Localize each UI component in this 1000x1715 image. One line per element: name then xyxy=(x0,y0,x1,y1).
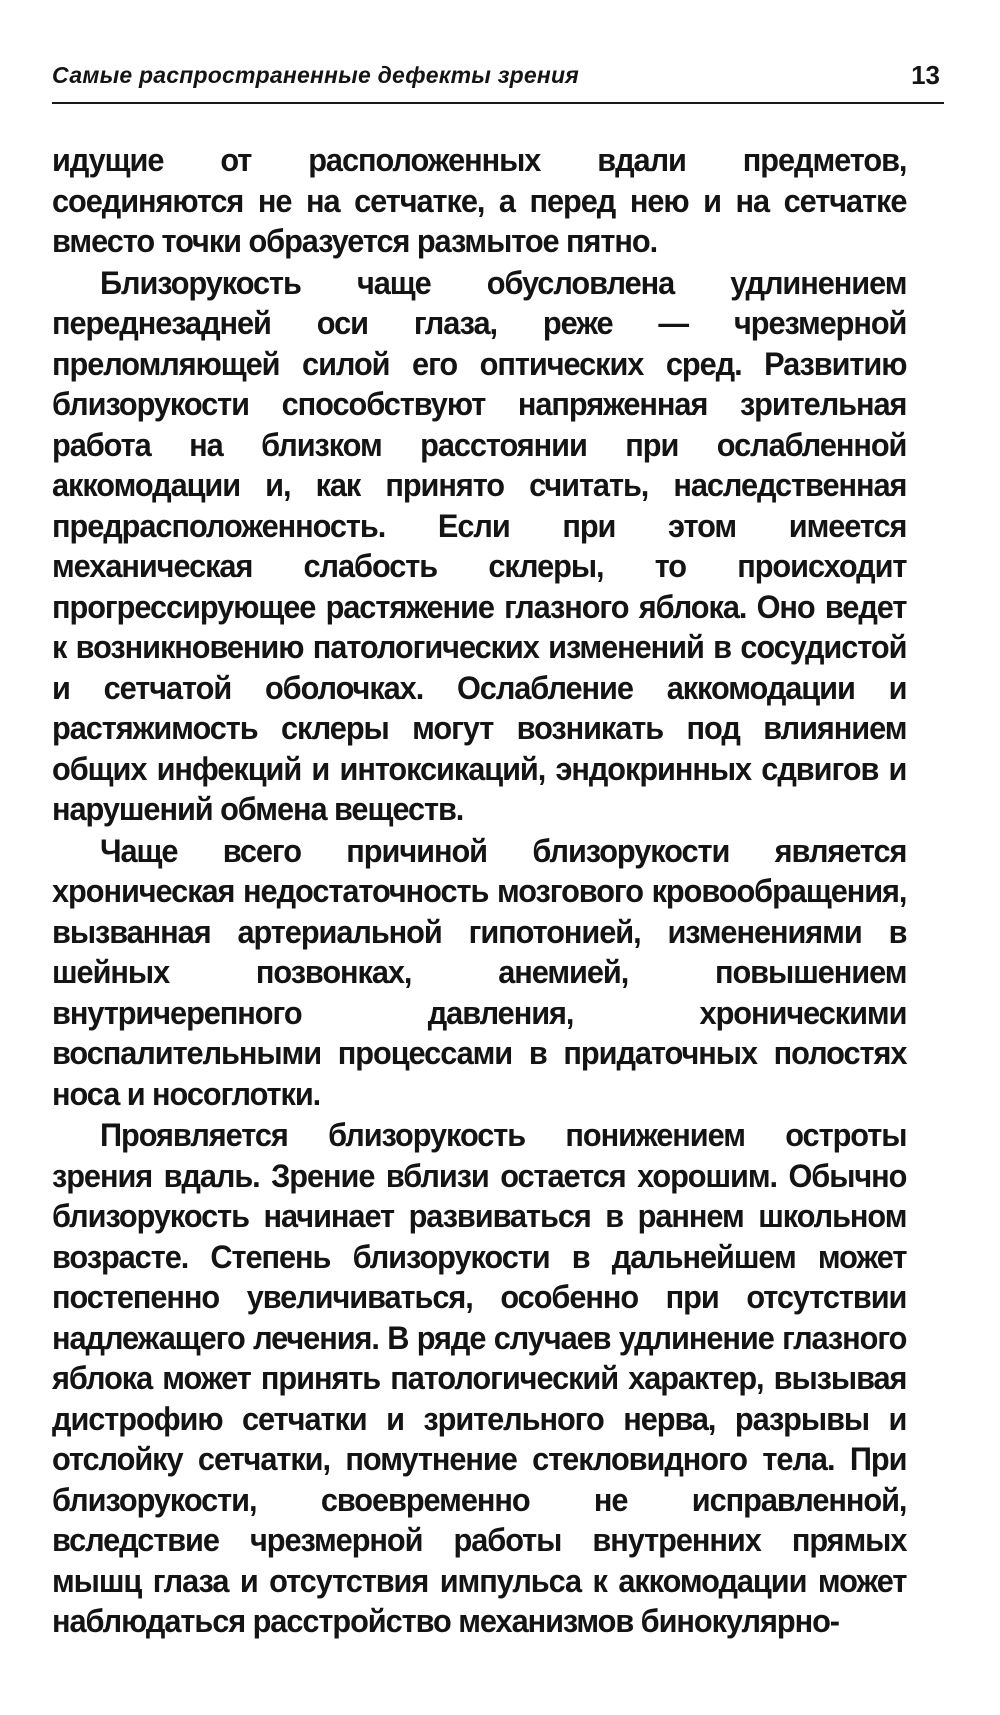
running-header xyxy=(52,56,944,104)
chapter-title: Самые распространенные дефекты зрения xyxy=(52,62,579,88)
paragraph-4: Проявляется близорукость понижением остроты зрения вдаль. Зрение вблизи остается хорошим. Обычно близорукость начинает развиваться в раннем школьном возрасте. Степень близорукости в дальнейшем может постепенно увеличиваться, особенно при отсутствии надлежащего лечения. В ряде случаев удлинение глазного яблока может принять патологический характер, вызывая дистрофию сетчатки и зрительного нерва, разрывы и отслойку сетчатки, помутнение стекловидного тела. При близорукости, своевременно не исправленной, вследствие чрезмерной работы внутренних прямых мышц глаза и отсутствия импульса к аккомодации может наблюдаться расстройство механизмов бинокулярно- xyxy=(52,1117,907,1639)
paragraph-3: Чаще всего причиной близорукости является хроническая недостаточность мозгового кровообращения, вызванная артериальной гипотонией, изменениями в шейных позвонках, анемией, повышением внутричерепного давления, хроническими воспалительными процессами в придаточных полостях носа и носоглотки. xyxy=(52,832,907,1112)
paragraph-2: Близорукость чаще обусловлена удлинением переднезадней оси глаза, реже — чрезмерной преломляющей силой его оптических сред. Развитию близорукости способствуют напряженная зрительная работа на близком расстоянии при ослабленной аккомодации и, как принято считать, наследственная предрасположенность. Если при этом имеется механическая слабость склеры, то происходит прогрессирующее растяжение глазного яблока. Оно ведет к возникновению патологических изменений в сосудистой и сетчатой оболочках. Ослабление аккомодации и растяжимость склеры могут возникать под влиянием общих инфекций и интоксикаций, эндокринных сдвигов и нарушений обмена веществ. xyxy=(52,264,907,827)
page-number: 13 xyxy=(911,60,940,90)
body-text xyxy=(52,140,906,1642)
paragraph-1: идущие от расположенных вдали предметов, соединяются не на сетчатке, а перед нею и на сетчатке вместо точки образуется размытое пятно. xyxy=(52,142,907,259)
